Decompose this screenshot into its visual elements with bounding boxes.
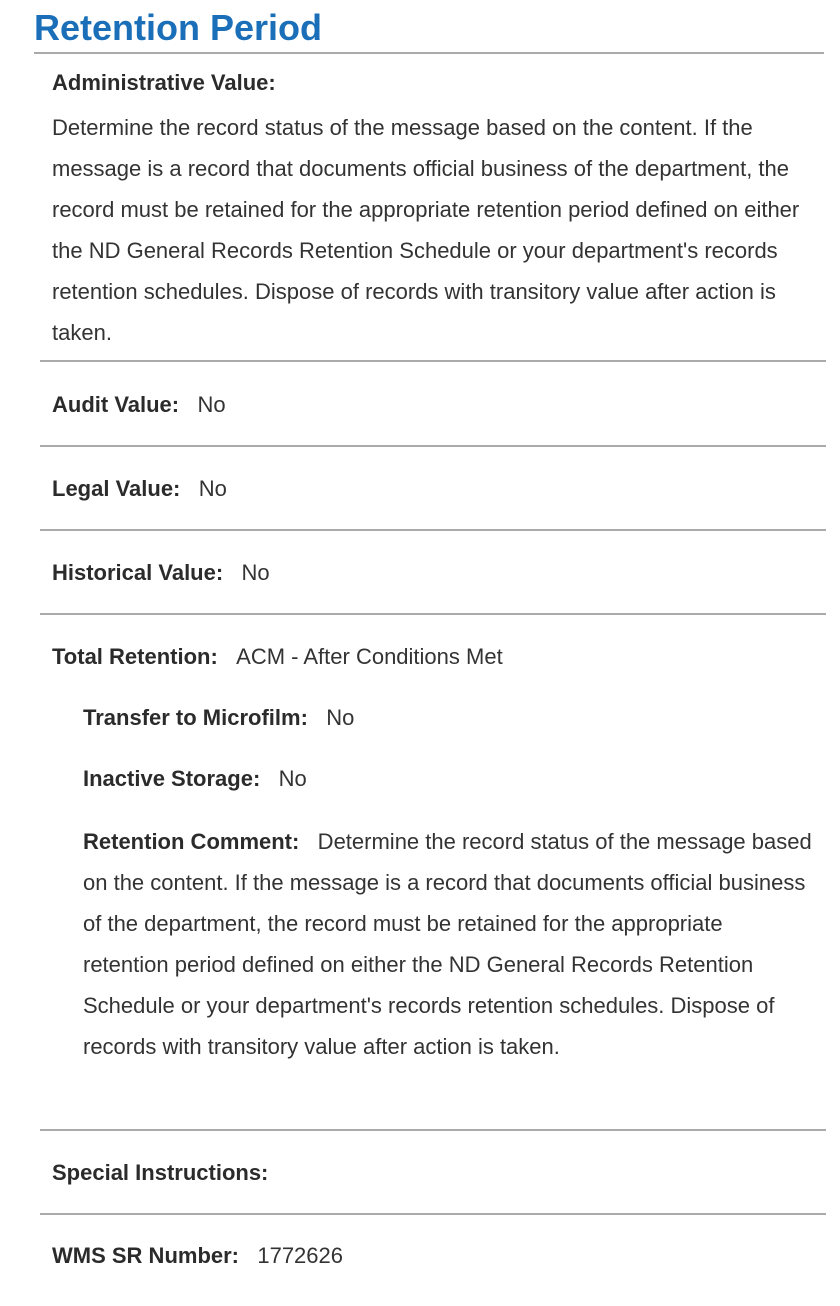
divider: [40, 360, 826, 362]
audit-value-row: [52, 390, 226, 420]
wms-sr-number-row: [52, 1241, 343, 1271]
divider: [40, 1213, 826, 1215]
retention-comment: [83, 821, 813, 1067]
retention-comment-label: Retention Comment:: [83, 829, 300, 854]
divider: [40, 613, 826, 615]
section-title: Retention Period: [34, 7, 323, 48]
historical-value-row: [52, 558, 270, 588]
total-retention-label: Total Retention:: [52, 644, 218, 669]
wms-sr-number-label: WMS SR Number:: [52, 1243, 239, 1268]
audit-value: No: [185, 392, 226, 417]
legal-value-label: Legal Value:: [52, 476, 181, 501]
divider: [40, 1129, 826, 1131]
special-instructions-row: [52, 1158, 268, 1188]
historical-value: No: [229, 560, 270, 585]
administrative-value-label: [52, 68, 276, 98]
inactive-storage-label: Inactive Storage:: [83, 766, 261, 791]
total-retention-value: ACM - After Conditions Met: [223, 644, 503, 669]
special-instructions-label: Special Instructions:: [52, 1160, 269, 1185]
retention-comment-text: Determine the record status of the message based on the content. If the message is a record that documents official business of the department, the record must be retained for the appropriate retention period defined on either the ND General Records Retention Schedule or your department's records retention schedules. Dispose of records with transitory value after action is taken.: [83, 829, 812, 1059]
transfer-to-microfilm-label: Transfer to Microfilm:: [83, 705, 308, 730]
historical-value-label: Historical Value:: [52, 560, 224, 585]
administrative-value-label-text: Administrative Value:: [52, 70, 276, 95]
administrative-value-text: Determine the record status of the message based on the content. If the message is a record that documents official business of the department, the record must be retained for the appropriate retention period defined on either the ND General Records Retention Schedule or your department's records retention schedules. Dispose of records with transitory value after action is taken.: [52, 115, 800, 345]
audit-value-label: Audit Value:: [52, 392, 180, 417]
transfer-to-microfilm-row: [83, 703, 354, 733]
title-divider: [34, 52, 824, 54]
divider: [40, 529, 826, 531]
divider: [40, 445, 826, 447]
inactive-storage-row: [83, 764, 307, 794]
inactive-storage-value: No: [266, 766, 307, 791]
transfer-to-microfilm-value: No: [314, 705, 355, 730]
legal-value: No: [186, 476, 227, 501]
wms-sr-number-value: 1772626: [245, 1243, 343, 1268]
legal-value-row: [52, 474, 227, 504]
total-retention-row: [52, 642, 503, 672]
